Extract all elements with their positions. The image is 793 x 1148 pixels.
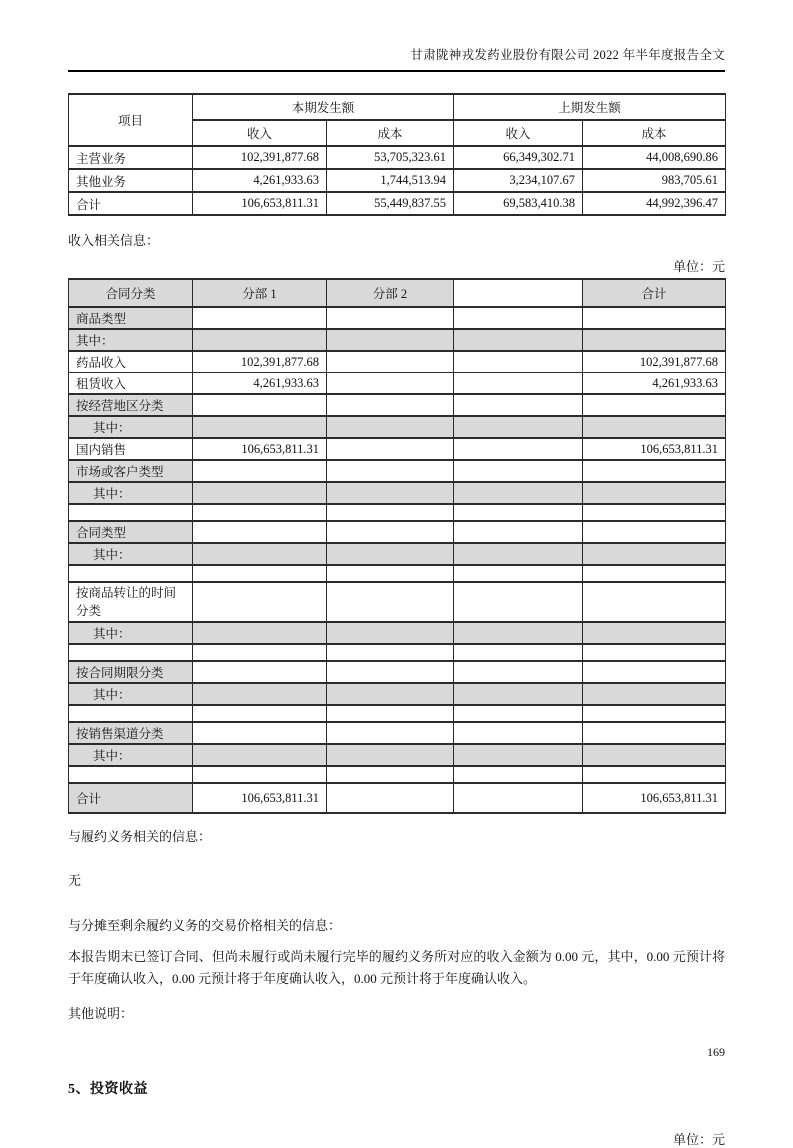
row-label: 其中：	[69, 329, 193, 351]
cell-value	[327, 705, 454, 722]
col-header-blank	[454, 279, 583, 307]
table-row	[69, 504, 726, 521]
cell-value	[454, 744, 583, 766]
cell-value	[327, 622, 454, 644]
cell-value	[454, 622, 583, 644]
cell-value	[327, 416, 454, 438]
col-header-segment-1: 分部 1	[193, 279, 327, 307]
cell-value	[583, 307, 726, 329]
cell-value	[454, 307, 583, 329]
table-row	[69, 783, 726, 813]
row-label: 其他业务	[69, 169, 193, 192]
cell-value	[327, 661, 454, 683]
cell-value	[327, 683, 454, 705]
cell-value	[454, 644, 583, 661]
cell-value	[454, 766, 583, 783]
cell-value	[454, 543, 583, 565]
table-row	[69, 744, 726, 766]
cell-value	[583, 394, 726, 416]
row-label: 按合同期限分类	[69, 661, 193, 683]
cell-value	[583, 504, 726, 521]
cell-value	[193, 543, 327, 565]
table-row	[69, 482, 726, 504]
unit-label: 单位：元	[672, 1132, 725, 1148]
cell-value	[327, 783, 454, 813]
cell-value	[454, 565, 583, 582]
cell-value	[454, 683, 583, 705]
cell-value	[583, 543, 726, 565]
col-header-prior-period: 上期发生额	[454, 94, 726, 120]
row-label: 其中：	[69, 416, 193, 438]
cell-value: 66,349,302.71	[454, 146, 583, 169]
table-row	[69, 438, 726, 460]
table-row	[69, 722, 726, 744]
cell-value	[583, 705, 726, 722]
contract-table-head	[69, 279, 726, 307]
table-row	[69, 394, 726, 416]
row-label: 药品收入	[69, 351, 193, 373]
row-label: 租赁收入	[69, 373, 193, 395]
table-row	[69, 169, 726, 192]
table-row	[69, 192, 726, 215]
row-label: 合计	[69, 192, 193, 215]
cell-value	[327, 373, 454, 395]
cell-value: 44,008,690.86	[583, 146, 726, 169]
cell-value	[193, 460, 327, 482]
other-notes-label: 其他说明：	[68, 1006, 134, 1022]
table-row	[69, 582, 726, 622]
table-row	[69, 705, 726, 722]
cell-value	[193, 329, 327, 351]
cell-value	[193, 722, 327, 744]
col-header-income: 收入	[193, 120, 327, 146]
cell-value	[454, 373, 583, 395]
table-row	[69, 94, 726, 120]
cell-value	[193, 482, 327, 504]
running-head-title: 甘肃陇神戎发药业股份有限公司 2022 年半年度报告全文	[68, 0, 725, 72]
row-label	[69, 644, 193, 661]
cell-value	[327, 644, 454, 661]
cell-value: 1,744,513.94	[327, 169, 454, 192]
cell-value: 4,261,933.63	[193, 373, 327, 395]
col-header-current-period: 本期发生额	[193, 94, 454, 120]
table-row	[69, 683, 726, 705]
col-header-segment-2: 分部 2	[327, 279, 454, 307]
cell-value: 55,449,837.55	[327, 192, 454, 215]
cell-value	[583, 622, 726, 644]
cell-value	[193, 504, 327, 521]
cell-value	[327, 438, 454, 460]
cell-value: 102,391,877.68	[193, 351, 327, 373]
cell-value	[454, 394, 583, 416]
cell-value	[583, 582, 726, 622]
cell-value	[193, 705, 327, 722]
cell-value: 69,583,410.38	[454, 192, 583, 215]
cell-value	[583, 766, 726, 783]
cell-value	[454, 416, 583, 438]
table-row	[69, 146, 726, 169]
cell-value	[193, 744, 327, 766]
table-row	[69, 460, 726, 482]
row-label: 按商品转让的时间分类	[69, 582, 193, 622]
cell-value: 102,391,877.68	[193, 146, 327, 169]
row-label	[69, 565, 193, 582]
cell-value	[327, 722, 454, 744]
table-row	[69, 565, 726, 582]
cell-value	[454, 482, 583, 504]
row-label: 其中：	[69, 482, 193, 504]
cell-value	[327, 307, 454, 329]
table-row	[69, 351, 726, 373]
cell-value	[193, 565, 327, 582]
row-label: 主营业务	[69, 146, 193, 169]
col-header-contract-class: 合同分类	[69, 279, 193, 307]
revenue-cost-table-head	[69, 94, 726, 146]
cell-value	[583, 744, 726, 766]
page-number: 169	[707, 1045, 725, 1059]
cell-value	[193, 416, 327, 438]
cell-value	[583, 644, 726, 661]
contract-table-body	[69, 307, 726, 813]
cell-value	[193, 683, 327, 705]
table-row	[69, 521, 726, 543]
cell-value	[454, 438, 583, 460]
revenue-info-label: 收入相关信息：	[68, 233, 160, 248]
table-row	[69, 766, 726, 783]
cell-value	[583, 329, 726, 351]
cell-value: 106,653,811.31	[583, 438, 726, 460]
cell-value	[583, 460, 726, 482]
cell-value	[583, 565, 726, 582]
cell-value	[583, 661, 726, 683]
col-header-cost: 成本	[583, 120, 726, 146]
table-row	[69, 307, 726, 329]
row-label: 商品类型	[69, 307, 193, 329]
cell-value	[454, 705, 583, 722]
col-header-item: 项目	[69, 94, 193, 146]
cell-value	[193, 644, 327, 661]
row-label: 其中：	[69, 543, 193, 565]
col-header-income: 收入	[454, 120, 583, 146]
cell-value: 102,391,877.68	[583, 351, 726, 373]
cell-value	[327, 766, 454, 783]
table-row	[69, 279, 726, 307]
cell-value	[454, 722, 583, 744]
section-heading-investment-income: 5、投资收益	[68, 1082, 148, 1098]
row-label: 其中：	[69, 622, 193, 644]
cell-value	[327, 482, 454, 504]
cell-value	[327, 565, 454, 582]
row-label: 合计	[69, 783, 193, 813]
cell-value	[454, 504, 583, 521]
row-label	[69, 504, 193, 521]
table-row	[69, 661, 726, 683]
cell-value	[327, 329, 454, 351]
cell-value: 106,653,811.31	[193, 438, 327, 460]
cell-value	[583, 482, 726, 504]
cell-value	[327, 394, 454, 416]
cell-value	[583, 683, 726, 705]
cell-value	[193, 661, 327, 683]
row-label: 市场或客户类型	[69, 460, 193, 482]
revenue-cost-table-body	[69, 146, 726, 215]
cell-value	[193, 307, 327, 329]
row-label	[69, 766, 193, 783]
cell-value	[193, 766, 327, 783]
table-row	[69, 416, 726, 438]
cell-value: 44,992,396.47	[583, 192, 726, 215]
col-header-cost: 成本	[327, 120, 454, 146]
cell-value	[327, 543, 454, 565]
row-label: 按销售渠道分类	[69, 722, 193, 744]
none-text: 无	[68, 873, 82, 889]
row-label: 国内销售	[69, 438, 193, 460]
row-label: 其中：	[69, 744, 193, 766]
cell-value	[327, 521, 454, 543]
cell-value	[454, 521, 583, 543]
cell-value	[583, 722, 726, 744]
cell-value: 106,653,811.31	[193, 192, 327, 215]
row-label: 按经营地区分类	[69, 394, 193, 416]
table-row	[69, 543, 726, 565]
cell-value	[193, 521, 327, 543]
cell-value	[454, 351, 583, 373]
table-row	[69, 644, 726, 661]
cell-value	[193, 622, 327, 644]
cell-value	[583, 416, 726, 438]
table-row	[69, 373, 726, 395]
cell-value	[454, 783, 583, 813]
cell-value: 983,705.61	[583, 169, 726, 192]
cell-value	[454, 661, 583, 683]
revenue-cost-table	[68, 93, 726, 216]
cell-value	[193, 394, 327, 416]
cell-value	[327, 351, 454, 373]
cell-value	[454, 460, 583, 482]
row-label: 其中：	[69, 683, 193, 705]
table-row	[69, 622, 726, 644]
cell-value	[327, 582, 454, 622]
cell-value: 106,653,811.31	[193, 783, 327, 813]
cell-value	[327, 504, 454, 521]
obligation-info-label: 与履约义务相关的信息：	[68, 829, 212, 845]
allocation-paragraph: 本报告期末已签订合同、但尚未履行或尚未履行完毕的履约义务所对应的收入金额为 0.00 元，其中，0.00 元预计将于年度确认收入，0.00 元预计将于年度确认收入，0.00 元预计将于年度确认收入。	[68, 949, 725, 987]
cell-value	[193, 582, 327, 622]
allocation-info-label: 与分摊至剩余履约义务的交易价格相关的信息：	[68, 918, 342, 934]
cell-value: 3,234,107.67	[454, 169, 583, 192]
cell-value: 106,653,811.31	[583, 783, 726, 813]
cell-value: 53,705,323.61	[327, 146, 454, 169]
contract-classification-table	[68, 278, 726, 814]
unit-label: 单位：元	[672, 259, 725, 274]
row-label: 合同类型	[69, 521, 193, 543]
cell-value	[327, 460, 454, 482]
cell-value	[327, 744, 454, 766]
col-header-total: 合计	[583, 279, 726, 307]
cell-value: 4,261,933.63	[193, 169, 327, 192]
row-label	[69, 705, 193, 722]
cell-value: 4,261,933.63	[583, 373, 726, 395]
cell-value	[454, 582, 583, 622]
cell-value	[583, 521, 726, 543]
cell-value	[454, 329, 583, 351]
table-row	[69, 329, 726, 351]
